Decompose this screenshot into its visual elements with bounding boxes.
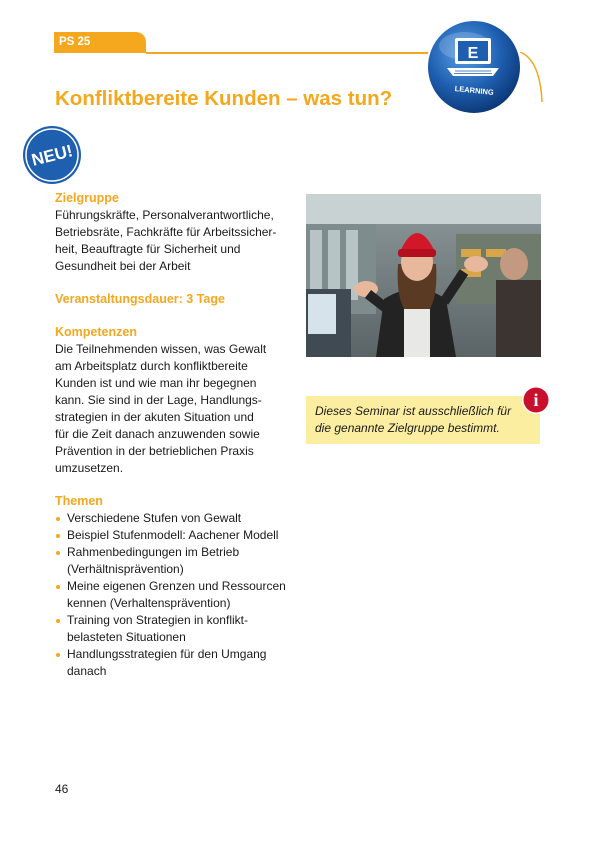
section-heading-zielgruppe: Zielgruppe — [55, 191, 119, 205]
text-line: Betriebsräte, Fachkräfte für Arbeitssicher- — [55, 225, 277, 239]
elearning-badge — [425, 18, 523, 116]
text-line: Die Teilnehmenden wissen, was Gewalt — [55, 342, 267, 356]
info-icon — [521, 385, 551, 415]
kompetenzen-text — [55, 341, 295, 477]
badge-letter: E — [467, 45, 479, 62]
list-item: Rahmenbedingungen im Betrieb (Verhältnisprävention) — [55, 544, 295, 578]
text-line: Gesundheit bei der Arbeit — [55, 259, 191, 273]
header-tab — [54, 32, 146, 53]
section-heading-dauer: Veranstaltungsdauer: 3 Tage — [55, 292, 225, 306]
section-heading-themen: Themen — [55, 494, 103, 508]
course-code: PS 25 — [59, 36, 91, 48]
text-line: strategien in der akuten Situation und — [55, 410, 254, 424]
text-line: Dieses Seminar ist ausschließlich für — [315, 404, 512, 418]
header-curve — [520, 52, 546, 104]
info-box — [306, 396, 540, 444]
themen-list — [55, 510, 295, 680]
new-badge — [19, 122, 85, 188]
list-item: Handlungsstrategien für den Umgang danach — [55, 646, 295, 680]
page-title: Konfliktbereite Kunden – was tun? — [55, 87, 393, 110]
text-line: Prävention in der betrieblichen Praxis — [55, 444, 254, 458]
text-line: kann. Sie sind in der Lage, Handlungs- — [55, 393, 262, 407]
list-item: Meine eigenen Grenzen und Ressourcen kennen (Verhaltensprävention) — [55, 578, 295, 612]
header-rule — [146, 52, 446, 54]
text-line: Führungskräfte, Personalverantwortliche, — [55, 208, 274, 222]
seminar-photo — [306, 194, 541, 357]
badge-label: LEARNING — [454, 83, 495, 98]
text-line: für die Zeit danach anzuwenden sowie — [55, 427, 260, 441]
list-item: Verschiedene Stufen von Gewalt — [55, 510, 295, 527]
text-line: heit, Beauftragte für Sicherheit und — [55, 242, 241, 256]
text-line: Kunden ist und wie man ihr begegnen — [55, 376, 257, 390]
content-column — [55, 190, 295, 680]
text-line: umzusetzen. — [55, 461, 124, 475]
new-badge-text: NEU! — [29, 141, 75, 170]
zielgruppe-text — [55, 207, 295, 275]
info-text — [315, 403, 530, 437]
section-heading-kompetenzen: Kompetenzen — [55, 325, 137, 339]
list-item: Beispiel Stufenmodell: Aachener Modell — [55, 527, 295, 544]
text-line: die genannte Zielgruppe bestimmt. — [315, 421, 500, 435]
list-item: Training von Strategien in konflikt- belasteten Situationen — [55, 612, 295, 646]
page-number: 46 — [55, 782, 69, 796]
text-line: am Arbeitsplatz durch konfliktbereite — [55, 359, 248, 373]
svg-text:i: i — [533, 390, 539, 410]
